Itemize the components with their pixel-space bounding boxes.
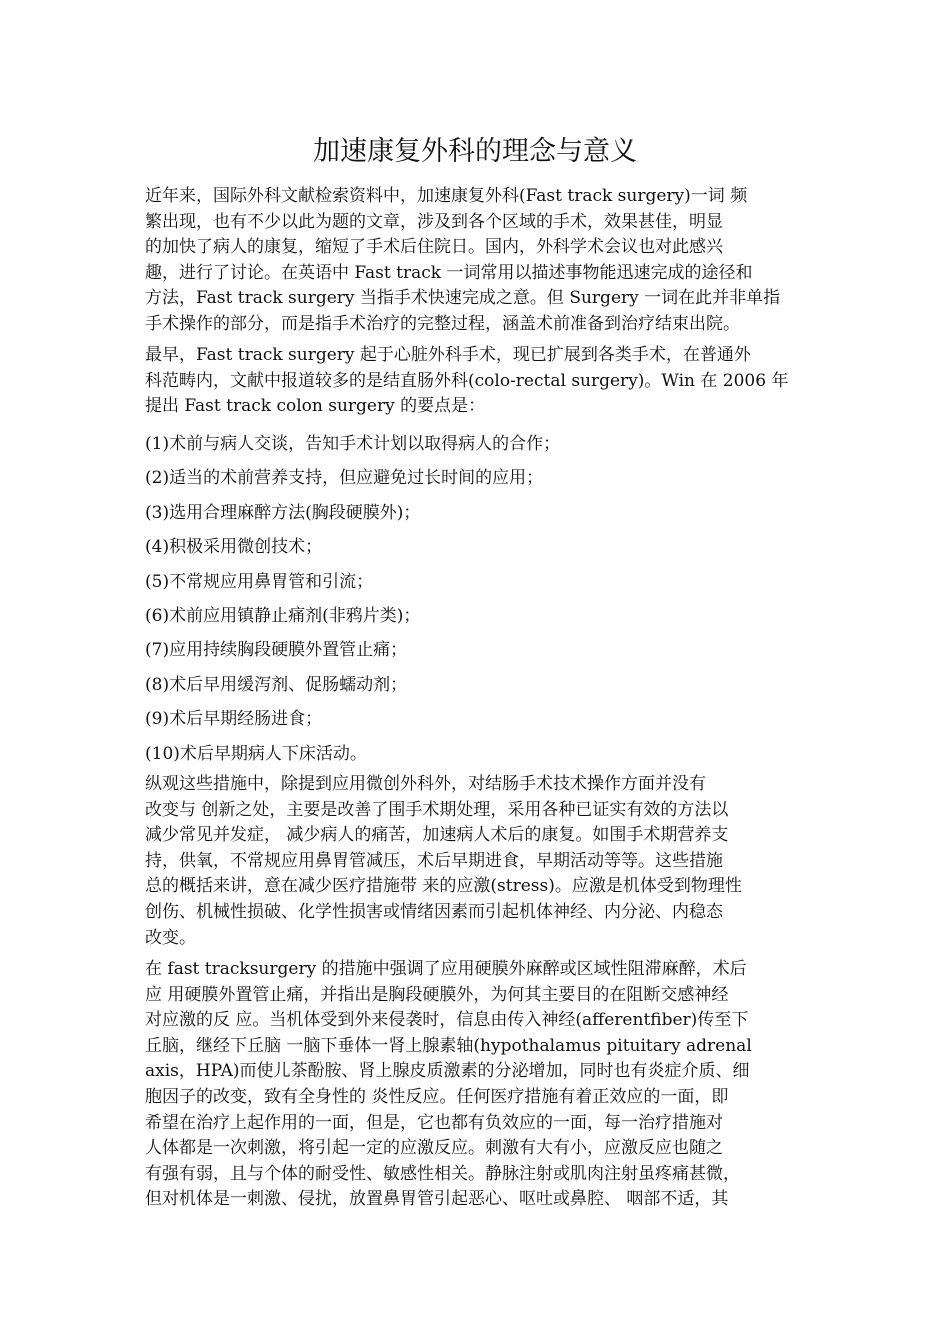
paragraph-anesthesia [145, 957, 807, 1213]
list-item: (10)术后早期病人下床活动。 [145, 743, 367, 764]
text-line: 方法，Fast track surgery 当指手术快速完成之意。但 Surgery 一词在此并非单指 [145, 288, 781, 309]
text-line: 丘脑，继经下丘脑 一脑下垂体一肾上腺素轴(hypothalamus pituitary adrenal [145, 1035, 752, 1056]
list-item: (9)术后早期经肠进食； [145, 709, 323, 730]
text-line: axis，HPA)而使儿茶酚胺、肾上腺皮质激素的分泌增加，同时也有炎症介质、细 [145, 1061, 750, 1082]
document-title: 加速康复外科的理念与意义 [313, 136, 637, 167]
text-line: 在 fast tracksurgery 的措施中强调了应用硬膜外麻醉或区域性阻滞麻醉，术后 [145, 959, 747, 979]
text-line: 提出 Fast track colon surgery 的要点是： [145, 396, 486, 417]
text-line: 手术操作的部分，而是指手术治疗的完整过程，涵盖术前准备到治疗结束出院。 [145, 313, 740, 334]
list-item: (8)术后早用缓泻剂、促肠蠕动剂； [145, 674, 408, 695]
text-line: 改变。 [145, 927, 196, 948]
list-item: (7)应用持续胸段硬膜外置管止痛； [145, 640, 408, 661]
text-line: 繁出现，也有不少以此为题的文章，涉及到各个区域的手术，效果甚佳，明显 [145, 211, 723, 232]
text-line: 近年来，国际外科文献检索资料中，加速康复外科(Fast track surgery)一词 频 [145, 186, 748, 206]
text-line: 有强有弱，且与个体的耐受性、敏感性相关。静脉注射或肌肉注射虽疼痛甚微， [145, 1163, 740, 1184]
list-item: (1)术前与病人交谈，告知手术计划以取得病人的合作； [145, 434, 561, 454]
key-points-list [145, 427, 807, 771]
text-line: 最早，Fast track surgery 起于心脏外科手术，现已扩展到各类手术，在普通外 [145, 345, 751, 365]
list-item: (2)适当的术前营养支持，但应避免过长时间的应用； [145, 468, 544, 489]
list-item: (3)选用合理麻醉方法(胸段硬膜外)； [145, 502, 421, 523]
text-line: 希望在治疗上起作用的一面，但是，它也都有负效应的一面，每一治疗措施对 [145, 1112, 723, 1133]
text-line: 的加快了病人的康复，缩短了手术后住院日。国内，外科学术会议也对此感兴 [145, 237, 723, 258]
paragraph-overview [145, 772, 807, 951]
list-item: (4)积极采用微创技术； [145, 537, 323, 558]
text-line: 胞因子的改变，致有全身性的 炎性反应。任何医疗措施有着正效应的一面，即 [145, 1086, 729, 1107]
text-line: 改变与 创新之处，主要是改善了围手术期处理，采用各种已证实有效的方法以 [145, 799, 729, 820]
text-line: 持，供氧，不常规应用鼻胃管减压，术后早期进食，早期活动等等。这些措施 [145, 850, 723, 871]
text-line: 总的概括来讲，意在减少医疗措施带 来的应激(stress)。应激是机体受到物理性 [145, 876, 742, 897]
text-line: 科范畴内，文献中报道较多的是结直肠外科(colo-rectal surgery)。Win 在 2006 年 [145, 370, 789, 391]
paragraph-intro [145, 184, 807, 338]
list-item: (5)不常规应用鼻胃管和引流； [145, 571, 374, 592]
text-line: 趣，进行了讨论。在英语中 Fast track 一词常用以描述事物能迅速完成的途径和 [145, 262, 753, 283]
text-line: 对应激的反 应。当机体受到外来侵袭时，信息由传入神经(afferentfiber)传至下 [145, 1010, 749, 1031]
text-line: 但对机体是一刺激、侵扰，放置鼻胃管引起恶心、呕吐或鼻腔、 咽部不适，其 [145, 1189, 729, 1210]
paragraph-origin [145, 343, 807, 420]
text-line: 人体都是一次刺激，将引起一定的应激反应。刺激有大有小，应激反应也随之 [145, 1138, 723, 1159]
text-line: 减少常见并发症， 减少病人的痛苦，加速病人术后的康复。如围手术期营养支 [145, 825, 729, 846]
list-item: (6)术前应用镇静止痛剂(非鸦片类)； [145, 605, 421, 626]
text-line: 创伤、机械性损破、化学性损害或情绪因素而引起机体神经、内分泌、内稳态 [145, 901, 723, 922]
text-line: 纵观这些措施中，除提到应用微创外科外，对结肠手术技术操作方面并没有 [145, 774, 706, 794]
text-line: 应 用硬膜外置管止痛，并指出是胸段硬膜外，为何其主要目的在阻断交感神经 [145, 984, 729, 1005]
